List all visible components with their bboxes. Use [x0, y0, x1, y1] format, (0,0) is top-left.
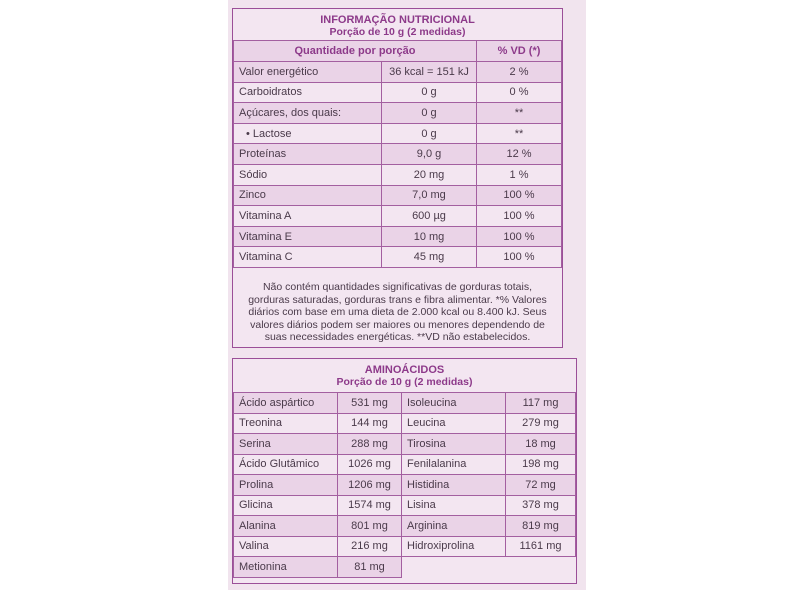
amino-value: 216 mg	[338, 536, 402, 557]
amino-value: 288 mg	[338, 434, 402, 455]
amino-value: 378 mg	[506, 495, 576, 516]
nutrient-vd: **	[477, 123, 562, 144]
amino-value: 801 mg	[338, 516, 402, 537]
nutrient-vd: 2 %	[477, 62, 562, 83]
empty-cell	[506, 557, 576, 578]
nutrition-title: INFORMAÇÃO NUTRICIONAL	[320, 14, 475, 26]
amino-name: Alanina	[234, 516, 338, 537]
amino-acids-table	[232, 358, 577, 584]
amino-name: Arginina	[402, 516, 506, 537]
table-row	[234, 164, 562, 185]
amino-value: 1206 mg	[338, 475, 402, 496]
amino-name: Treonina	[234, 413, 338, 434]
amino-value: 198 mg	[506, 454, 576, 475]
nutrient-name: Zinco	[234, 185, 382, 206]
nutrient-qty: 7,0 mg	[382, 185, 477, 206]
table-row	[234, 434, 576, 455]
table-row	[234, 413, 576, 434]
amino-name: Histidina	[402, 475, 506, 496]
nutrient-qty: 0 g	[382, 123, 477, 144]
amino-value: 117 mg	[506, 393, 576, 414]
nutrient-qty: 0 g	[382, 103, 477, 124]
amino-name: Leucina	[402, 413, 506, 434]
amino-name: Lisina	[402, 495, 506, 516]
table-row	[234, 247, 562, 268]
empty-cell	[402, 557, 506, 578]
nutrient-vd: **	[477, 103, 562, 124]
table-row	[234, 536, 576, 557]
amino-value: 819 mg	[506, 516, 576, 537]
nutrition-portion: Porção de 10 g (2 medidas)	[329, 26, 466, 38]
amino-title: AMINOÁCIDOS	[364, 364, 445, 376]
nutrient-vd: 100 %	[477, 206, 562, 227]
table-row	[234, 495, 576, 516]
nutrition-header	[233, 9, 562, 38]
table-row	[234, 393, 576, 414]
nutrient-name: Proteínas	[234, 144, 382, 165]
table-row	[234, 454, 576, 475]
nutrient-qty: 9,0 g	[382, 144, 477, 165]
table-row	[234, 475, 576, 496]
nutrient-vd: 100 %	[477, 247, 562, 268]
nutrient-qty: 600 µg	[382, 206, 477, 227]
nutrient-name: Açúcares, dos quais:	[234, 103, 382, 124]
nutrient-name: Sódio	[234, 164, 382, 185]
amino-portion: Porção de 10 g (2 medidas)	[336, 376, 473, 388]
nutrition-grid	[233, 40, 562, 268]
amino-value: 1574 mg	[338, 495, 402, 516]
nutrient-name: Vitamina E	[234, 226, 382, 247]
nutrient-vd: 1 %	[477, 164, 562, 185]
amino-name: Ácido Glutâmico	[234, 454, 338, 475]
amino-name: Metionina	[234, 557, 338, 578]
nutrient-qty: 10 mg	[382, 226, 477, 247]
nutrient-name: Valor energético	[234, 62, 382, 83]
table-row	[234, 82, 562, 103]
amino-value: 144 mg	[338, 413, 402, 434]
nutrient-qty: 20 mg	[382, 164, 477, 185]
table-row	[234, 206, 562, 227]
table-row	[234, 226, 562, 247]
table-row	[234, 185, 562, 206]
nutrient-name: • Lactose	[234, 123, 382, 144]
nutrition-footnote: Não contém quantidades significativas de gorduras totais, gorduras saturadas, gorduras trans e fibra alimentar. *% Valores diários com base em uma dieta de 2.000 kcal ou 8.400 kJ. Seus valores diários podem ser maiores ou menores dependendo de suas necessidades energéticas. **VD não estabelecidos.	[248, 281, 547, 343]
amino-value: 81 mg	[338, 557, 402, 578]
nutrient-vd: 0 %	[477, 82, 562, 103]
amino-name: Tirosina	[402, 434, 506, 455]
nutrient-name: Vitamina C	[234, 247, 382, 268]
header-qty: Quantidade por porção	[234, 41, 477, 62]
amino-value: 279 mg	[506, 413, 576, 434]
nutrition-facts-table	[232, 8, 563, 348]
header-vd: % VD (*)	[477, 41, 562, 62]
table-row	[234, 516, 576, 537]
amino-header	[233, 359, 576, 388]
table-row	[234, 62, 562, 83]
amino-value: 18 mg	[506, 434, 576, 455]
amino-name: Prolina	[234, 475, 338, 496]
nutrient-vd: 100 %	[477, 185, 562, 206]
table-row	[234, 557, 576, 578]
nutrient-qty: 45 mg	[382, 247, 477, 268]
amino-name: Serina	[234, 434, 338, 455]
table-row	[234, 103, 562, 124]
table-row	[234, 144, 562, 165]
nutrient-name: Carboidratos	[234, 82, 382, 103]
amino-value: 1161 mg	[506, 536, 576, 557]
nutrient-qty: 0 g	[382, 82, 477, 103]
amino-value: 531 mg	[338, 393, 402, 414]
amino-name: Valina	[234, 536, 338, 557]
amino-value: 72 mg	[506, 475, 576, 496]
nutrient-name: Vitamina A	[234, 206, 382, 227]
amino-name: Isoleucina	[402, 393, 506, 414]
nutrient-vd: 100 %	[477, 226, 562, 247]
amino-name: Hidroxiprolina	[402, 536, 506, 557]
nutrient-qty: 36 kcal = 151 kJ	[382, 62, 477, 83]
nutrient-vd: 12 %	[477, 144, 562, 165]
table-row	[234, 123, 562, 144]
amino-name: Glicina	[234, 495, 338, 516]
amino-name: Ácido aspártico	[234, 393, 338, 414]
amino-value: 1026 mg	[338, 454, 402, 475]
amino-grid	[233, 392, 576, 578]
amino-name: Fenilalanina	[402, 454, 506, 475]
